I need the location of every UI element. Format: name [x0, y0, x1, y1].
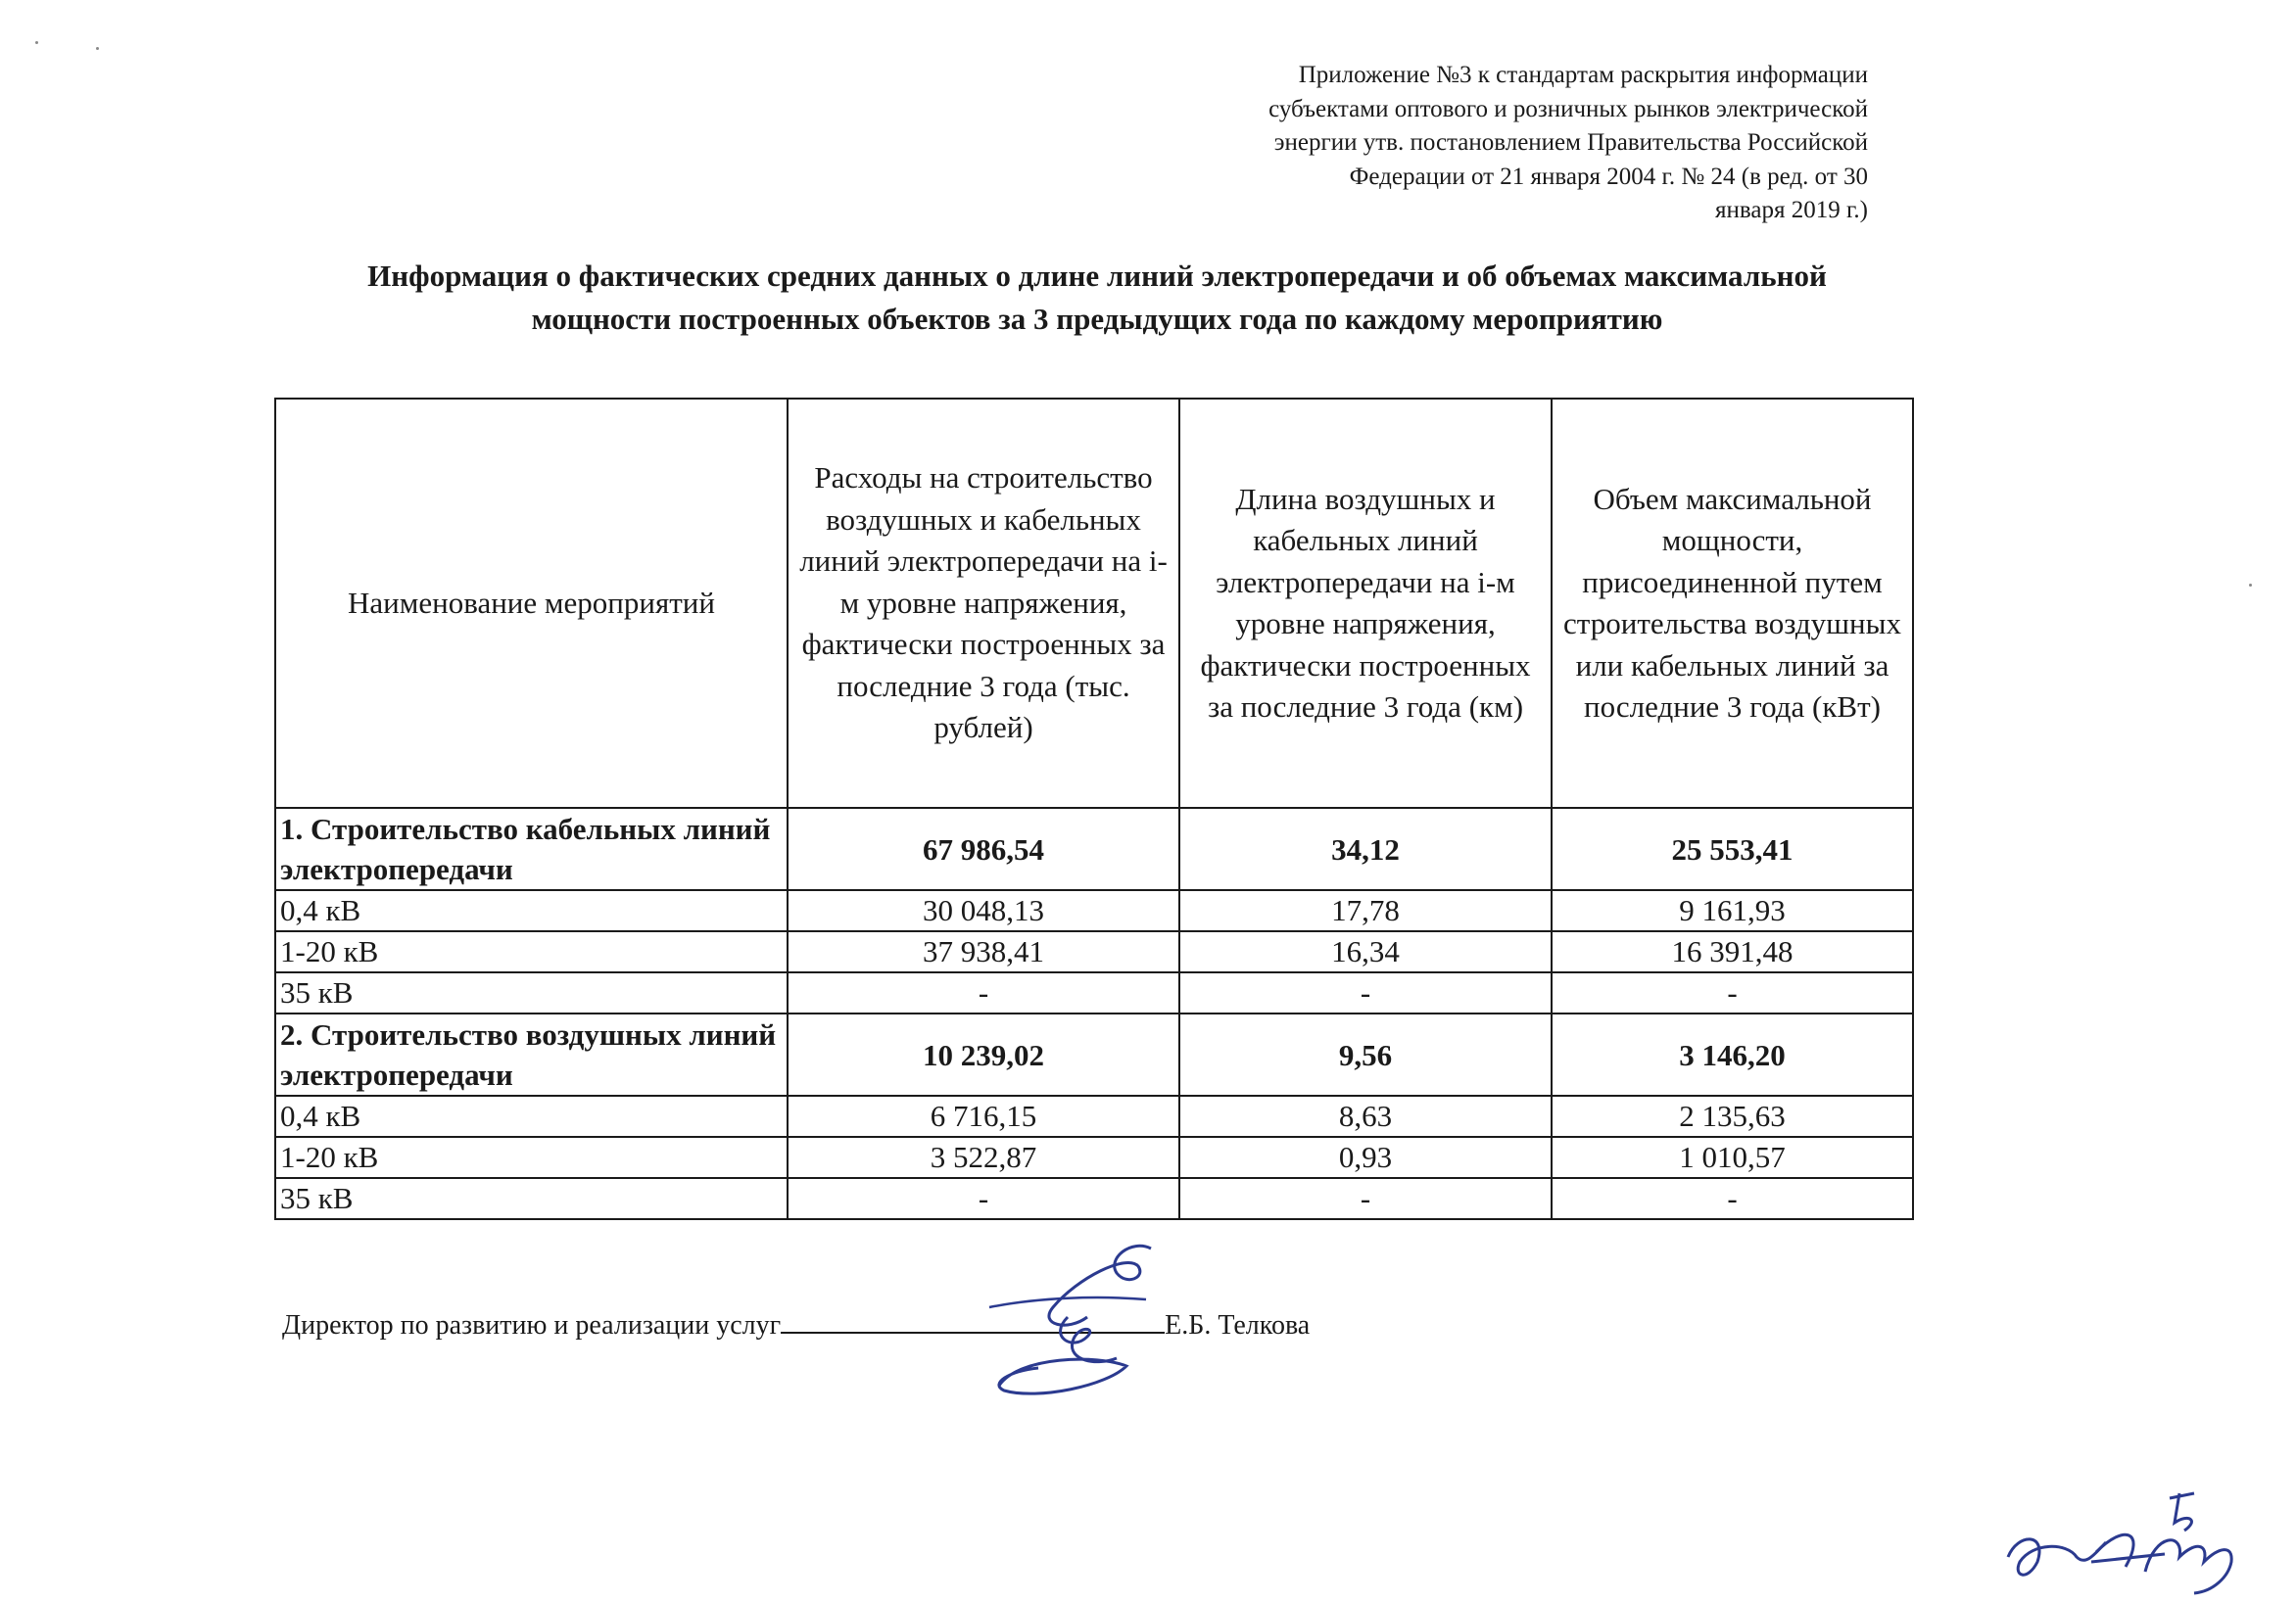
scan-speck [35, 41, 38, 44]
activity-name-cell: 0,4 кВ [275, 1096, 788, 1137]
scan-speck [2249, 584, 2252, 587]
handwritten-signature [980, 1239, 1156, 1405]
power-cell: 25 553,41 [1552, 808, 1913, 890]
title-line: мощности построенных объектов за 3 предыдущих года по каждому мероприятию [531, 302, 1663, 336]
table-row [275, 931, 1913, 972]
power-cell: - [1552, 1178, 1913, 1219]
table-row [275, 890, 1913, 931]
header-activity-name: Наименование мероприятий [275, 399, 788, 808]
activity-name-cell: 35 кВ [275, 1178, 788, 1219]
power-cell: 9 161,93 [1552, 890, 1913, 931]
power-cell: 2 135,63 [1552, 1096, 1913, 1137]
document-title [225, 255, 1969, 341]
length-cell: - [1179, 972, 1552, 1014]
length-cell: 16,34 [1179, 931, 1552, 972]
power-cell: - [1552, 972, 1913, 1014]
table-group-row [275, 808, 1913, 890]
table-row [275, 972, 1913, 1014]
expenses-cell: - [788, 972, 1179, 1014]
table-row [275, 1137, 1913, 1178]
length-cell: 9,56 [1179, 1014, 1552, 1096]
scan-speck [96, 47, 99, 50]
appendix-line: субъектами оптового и розничных рынков электрической [1268, 95, 1868, 122]
length-cell: 0,93 [1179, 1137, 1552, 1178]
table-row [275, 1178, 1913, 1219]
appendix-line: Приложение №3 к стандартам раскрытия информации [1298, 62, 1868, 88]
activity-name-cell: 1. Строительство кабельных линий электропередачи [275, 808, 788, 890]
power-cell: 3 146,20 [1552, 1014, 1913, 1096]
expenses-cell: - [788, 1178, 1179, 1219]
corner-initials [1998, 1484, 2253, 1601]
length-cell: 17,78 [1179, 890, 1552, 931]
activity-name-cell: 1-20 кВ [275, 931, 788, 972]
expenses-cell: 3 522,87 [788, 1137, 1179, 1178]
expenses-cell: 67 986,54 [788, 808, 1179, 890]
appendix-line: Федерации от 21 января 2004 г. № 24 (в ред. от 30 [1349, 163, 1868, 190]
length-cell: - [1179, 1178, 1552, 1219]
table-group-row [275, 1014, 1913, 1096]
table-row [275, 1096, 1913, 1137]
expenses-cell: 6 716,15 [788, 1096, 1179, 1137]
length-cell: 34,12 [1179, 808, 1552, 890]
header-length: Длина воздушных и кабельных линий электропередачи на i-м уровне напряжения, фактически построенных за последние 3 года (км) [1179, 399, 1552, 808]
appendix-line: энергии утв. постановлением Правительства Российской [1273, 129, 1868, 156]
appendix-line: января 2019 г.) [1715, 197, 1868, 223]
activity-name-cell: 1-20 кВ [275, 1137, 788, 1178]
length-cell: 8,63 [1179, 1096, 1552, 1137]
activity-name-cell: 0,4 кВ [275, 890, 788, 931]
expenses-cell: 30 048,13 [788, 890, 1179, 931]
title-line: Информация о фактических средних данных о длине линий электропередачи и об объемах максимальной [367, 259, 1827, 293]
header-power: Объем максимальной мощности, присоединенной путем строительства воздушных или кабельных линий за последние 3 года (кВт) [1552, 399, 1913, 808]
expenses-cell: 37 938,41 [788, 931, 1179, 972]
activity-name-cell: 35 кВ [275, 972, 788, 1014]
activity-name-cell: 2. Строительство воздушных линий электропередачи [275, 1014, 788, 1096]
power-cell: 1 010,57 [1552, 1137, 1913, 1178]
expenses-cell: 10 239,02 [788, 1014, 1179, 1096]
power-cell: 16 391,48 [1552, 931, 1913, 972]
table-body [275, 808, 1913, 1219]
signatory-name: Е.Б. Телкова [1165, 1310, 1311, 1341]
appendix-note [1124, 59, 1868, 228]
header-expenses: Расходы на строительство воздушных и кабельных линий электропередачи на i-м уровне напряжения, фактически построенных за последние 3 года (тыс. рублей) [788, 399, 1179, 808]
data-table [274, 398, 1914, 1220]
signatory-position: Директор по развитию и реализации услуг [282, 1310, 782, 1341]
table-header-row [275, 399, 1913, 808]
